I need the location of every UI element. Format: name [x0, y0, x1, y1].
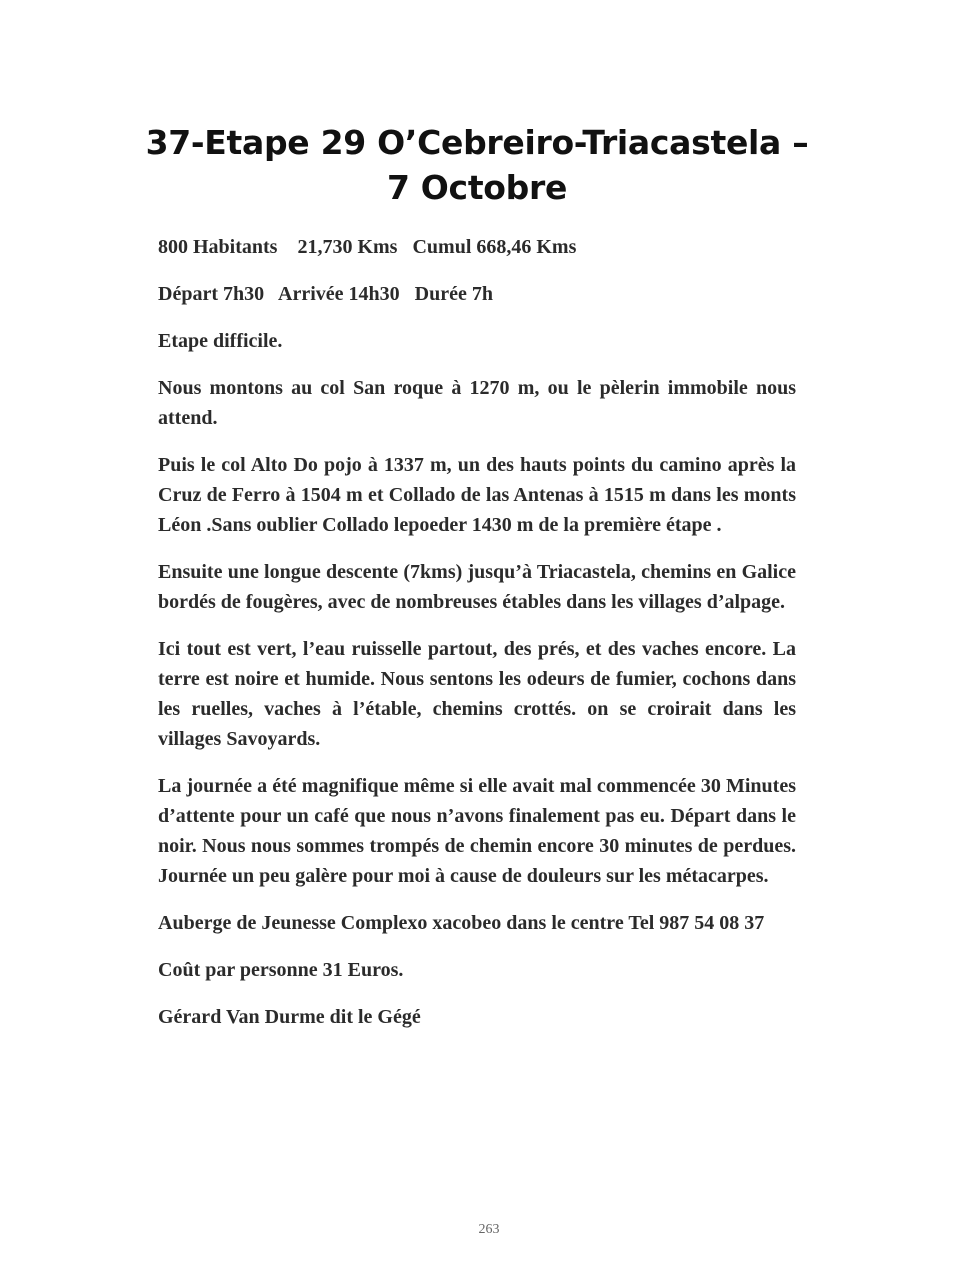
- stats-line: 800 Habitants 21,730 Kms Cumul 668,46 Kms: [158, 236, 577, 258]
- paragraph: Coût par personne 31 Euros.: [158, 959, 404, 981]
- paragraph: La journée a été magnifique même si elle avait mal commencée 30 Minutes d’attente pour un café que nous n’avons finalement pas eu. Départ dans le noir. Nous nous sommes trompés de chemin encore 30 minutes de perdues. Journée un peu galère pour moi à cause de douleurs sur les métacarpes.: [158, 775, 796, 887]
- paragraph: Ensuite une longue descente (7kms) jusqu’à Triacastela, chemins en Galice bordés de fougères, avec de nombreuses étables dans les villages d’alpage.: [158, 561, 796, 613]
- paragraph: Puis le col Alto Do pojo à 1337 m, un des hauts points du camino après la Cruz de Ferro à 1504 m et Collado de las Antenas à 1515 m dans les monts Léon .Sans oublier Collado lepoeder 1430 m de la première étape .: [158, 454, 796, 536]
- paragraph: Etape difficile.: [158, 330, 283, 352]
- paragraph: Nous montons au col San roque à 1270 m, ou le pèlerin immobile nous attend.: [158, 377, 796, 429]
- signature-line: Gérard Van Durme dit le Gégé: [158, 1006, 421, 1028]
- times-line: Départ 7h30 Arrivée 14h30 Durée 7h: [158, 283, 493, 305]
- title-line-2: 7 Octobre: [386, 168, 568, 207]
- page-title: [120, 120, 834, 210]
- paragraph: Auberge de Jeunesse Complexo xacobeo dans le centre Tel 987 54 08 37: [158, 912, 765, 934]
- title-line-1: 37-Etape 29 O’Cebreiro-Triacastela –: [145, 123, 809, 162]
- paragraph: Ici tout est vert, l’eau ruisselle partout, des prés, et des vaches encore. La terre est noire et humide. Nous sentons les odeurs de fumier, cochons dans les ruelles, vaches à l’étable, chemins crottés. on se croirait dans les villages Savoyards.: [158, 638, 796, 750]
- page-number: 263: [478, 1222, 500, 1237]
- body-text: [158, 232, 796, 1049]
